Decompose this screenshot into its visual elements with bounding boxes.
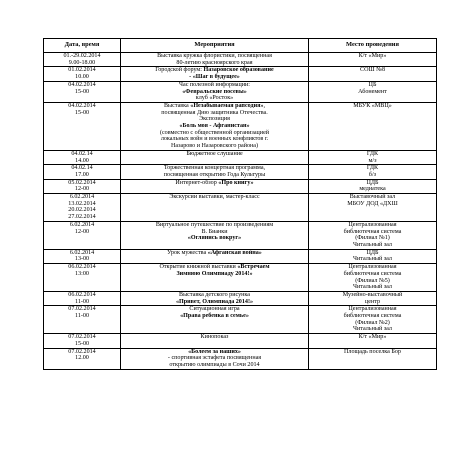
event-line — [123, 229, 306, 236]
place-line: Централизованная — [348, 264, 397, 271]
place-line: К/т «Мир» — [358, 53, 387, 59]
cell-date — [44, 334, 121, 348]
date-line: 04.02.14 — [71, 165, 93, 172]
table-row — [44, 81, 437, 102]
cell-date — [44, 102, 121, 150]
event-line — [123, 53, 306, 60]
place-line: ЦБ — [368, 81, 377, 88]
event-line — [123, 222, 306, 229]
place-line: Централизованная — [348, 221, 397, 228]
event-line — [123, 235, 306, 242]
date-line: 15-00 — [74, 340, 90, 347]
cell-event — [121, 81, 309, 102]
date-line: 27.02.2014 — [68, 214, 96, 221]
cell-date — [44, 53, 121, 67]
cell-place — [309, 249, 437, 263]
cell-place — [309, 194, 437, 222]
place-line: центр — [364, 298, 380, 305]
date-line: 04.02.14 — [71, 150, 93, 157]
date-line: 04.02.2014 — [68, 81, 96, 88]
place-line: ЦДБ — [366, 179, 379, 186]
cell-event — [121, 194, 309, 222]
date-line: 11-00 — [75, 298, 89, 305]
table-row — [44, 53, 437, 67]
event-line — [123, 313, 306, 320]
date-line: 10.00 — [75, 74, 89, 81]
table-row — [44, 249, 437, 263]
event-line — [123, 151, 306, 158]
event-line — [123, 110, 306, 117]
event-line — [123, 264, 306, 271]
cell-date — [44, 264, 121, 292]
event-text: клуб «Росток» — [195, 95, 234, 102]
cell-event — [121, 249, 309, 263]
event-text: Назарово и Назаровского района) — [170, 143, 259, 150]
table-row — [44, 306, 437, 334]
date-line: 6.02.2014 — [69, 194, 95, 201]
cell-date — [44, 291, 121, 305]
cell-event — [121, 306, 309, 334]
place-line: Читальный зал — [353, 241, 392, 248]
event-text: локальных войн и военных конфликтов г. — [160, 136, 269, 143]
cell-place — [309, 81, 437, 102]
event-text: Час полезной информации: — [179, 81, 250, 88]
event-text: - спортивная эстафета посвященная — [167, 355, 262, 362]
event-title: «Февральские посевы» — [182, 88, 247, 95]
place-line: Читальный зал — [353, 256, 392, 263]
table-row — [44, 179, 437, 193]
cell-place — [309, 291, 437, 305]
event-text: Выставка детского рисунка — [179, 291, 250, 298]
place-line: Музейно-выставочный — [342, 291, 403, 298]
event-text: , — [263, 102, 265, 109]
date-line: 07.02.2014 — [68, 334, 96, 341]
header-date: Дата, время — [44, 39, 121, 53]
cell-date — [44, 306, 121, 334]
event-title: Зимнюю Олимпиаду 2014!» — [176, 270, 253, 277]
header-row — [44, 39, 437, 53]
place-line: Выставочный зал — [349, 194, 396, 201]
event-line — [123, 82, 306, 89]
place-line: ГДК — [366, 150, 379, 157]
event-text: открытию олимпиады в Сочи 2014 — [169, 361, 260, 368]
date-line: 12.00 — [75, 355, 89, 362]
event-line — [123, 60, 306, 67]
cell-date — [44, 249, 121, 263]
header-place: Место проведения — [309, 39, 437, 53]
event-line — [123, 292, 306, 299]
event-text: Интернет-обзор — [175, 179, 219, 186]
event-title: «Афганская война» — [207, 249, 262, 256]
place-line: МБУК «МВЦ» — [353, 102, 392, 109]
event-line — [123, 306, 306, 313]
date-line: 6.02.2014 — [69, 221, 95, 228]
cell-place — [309, 179, 437, 193]
event-text: Урок мужества — [167, 249, 208, 256]
table-body — [44, 53, 437, 370]
event-text: Бюджетное слушание — [186, 150, 243, 157]
cell-date — [44, 221, 121, 249]
event-text: Кинопоказ — [200, 334, 229, 341]
cell-event — [121, 264, 309, 292]
table-row — [44, 165, 437, 179]
table-row — [44, 150, 437, 164]
table-row — [44, 291, 437, 305]
event-text: посвященная открытию Года Культуры — [163, 171, 266, 178]
event-text: Виртуальное путешествие по произведениям — [155, 221, 274, 228]
place-line: библиотечная система — [343, 270, 402, 277]
cell-place — [309, 53, 437, 67]
event-line — [123, 250, 306, 257]
event-line — [123, 74, 306, 81]
cell-place — [309, 150, 437, 164]
cell-date — [44, 179, 121, 193]
cell-event — [121, 334, 309, 348]
event-title: «Боль моя - Афганистан» — [179, 123, 250, 130]
event-text: Выставка кружка флористики, посвященная — [157, 53, 272, 59]
date-line: 13-00 — [74, 256, 90, 263]
date-line: 13:00 — [75, 270, 89, 277]
event-title: «Незабываемая рапсодия» — [190, 102, 264, 109]
place-line: медиатека — [359, 186, 386, 193]
event-title: «Болеем за наших» — [188, 348, 241, 355]
date-line: 05.02.2014 — [68, 179, 96, 186]
event-text: Экскурсии выставки, мастер-класс — [169, 194, 260, 201]
date-line: 01.02.2014 — [68, 67, 96, 74]
event-text: В. Бианки — [201, 228, 228, 235]
place-line: (Филиал №1) — [355, 235, 390, 242]
event-title: «Встречаем — [237, 264, 270, 271]
event-line — [123, 95, 306, 102]
date-line: 9.00-18.00 — [68, 59, 96, 66]
table-row — [44, 67, 437, 81]
event-text: (совместно с общественной организацией — [159, 129, 270, 136]
date-line: 06.02.2014 — [68, 264, 96, 271]
table-row — [44, 334, 437, 348]
cell-date — [44, 81, 121, 102]
cell-place — [309, 264, 437, 292]
event-text: Городской форум: — [155, 67, 204, 74]
table-row — [44, 264, 437, 292]
event-line — [123, 362, 306, 369]
place-line: Читальный зал — [353, 284, 392, 291]
event-text: Открытие книжной выставки — [159, 264, 238, 271]
cell-place — [309, 67, 437, 81]
cell-place — [309, 334, 437, 348]
cell-event — [121, 179, 309, 193]
cell-place — [309, 221, 437, 249]
cell-event — [121, 150, 309, 164]
event-text: Торжественная концертная программа, — [163, 165, 266, 172]
place-line: СОШ №8 — [360, 67, 385, 74]
date-line: 15-00 — [74, 109, 90, 116]
cell-event — [121, 165, 309, 179]
date-line: 14.00 — [75, 157, 89, 164]
cell-date — [44, 67, 121, 81]
event-text: посвященная Дню защитника Отечества. — [161, 109, 268, 116]
date-line: 17.00 — [75, 171, 89, 178]
place-line: К/т «Мир» — [358, 334, 387, 341]
event-line — [123, 194, 306, 201]
place-line: библиотечная система — [343, 228, 402, 235]
place-line: МБОУ ДОД «ДХШ — [347, 200, 398, 207]
place-line: б/з — [368, 171, 377, 178]
date-line: 12-00 — [74, 228, 90, 235]
place-line: Абонемент — [358, 88, 387, 95]
date-line: 07.02.2014 — [68, 348, 96, 355]
cell-event — [121, 348, 309, 369]
event-title: «Привет, Олимпиада 2014!» — [175, 298, 254, 305]
place-line: ГДК — [366, 165, 379, 172]
cell-place — [309, 102, 437, 150]
cell-event — [121, 67, 309, 81]
events-schedule-table — [43, 38, 437, 370]
event-line — [123, 165, 306, 172]
place-line: Централизованная — [348, 306, 397, 313]
date-line: 01.-29.02.2014 — [63, 53, 101, 59]
cell-event — [121, 221, 309, 249]
date-line: 04.02.2014 — [68, 102, 96, 109]
cell-event — [121, 53, 309, 67]
event-line — [123, 334, 306, 341]
event-line — [123, 180, 306, 187]
cell-event — [121, 291, 309, 305]
event-line — [123, 299, 306, 306]
date-line: 15-00 — [74, 88, 90, 95]
event-text: Экспозиция — [199, 116, 230, 123]
cell-date — [44, 194, 121, 222]
event-text: Ситуационная игра — [189, 306, 240, 313]
cell-date — [44, 150, 121, 164]
event-title: «Оглянись вокруг» — [187, 235, 242, 242]
event-line — [123, 143, 306, 150]
date-line: 12-00 — [74, 186, 90, 193]
event-line — [123, 355, 306, 362]
event-line — [123, 123, 306, 130]
event-text: Выставка — [163, 102, 191, 109]
date-line: 6.02.2014 — [69, 249, 95, 256]
table-row — [44, 221, 437, 249]
date-line: 11-00 — [75, 313, 89, 320]
table-row — [44, 348, 437, 369]
cell-date — [44, 165, 121, 179]
cell-event — [121, 102, 309, 150]
event-text: 80-летию красноярского края — [176, 59, 253, 66]
event-title: - «Шаг в будущее» — [189, 74, 240, 81]
date-line: 20.02.2014 — [68, 207, 96, 214]
event-title: «Про книгу» — [218, 179, 254, 186]
table-row — [44, 102, 437, 150]
cell-place — [309, 348, 437, 369]
event-line — [123, 172, 306, 179]
place-line: м/з — [368, 157, 377, 164]
event-line — [123, 103, 306, 110]
place-line: Площадь поселка Бор — [344, 348, 401, 355]
event-line — [123, 271, 306, 278]
header-event: Мероприятия — [121, 39, 309, 53]
date-line: 07.02.2014 — [68, 306, 96, 313]
place-line: (Филиал №5) — [355, 277, 390, 284]
date-line: 06.02.2014 — [68, 291, 96, 298]
cell-place — [309, 306, 437, 334]
date-line: 13.02.2014 — [68, 200, 96, 207]
place-line: (Филиал №2) — [355, 319, 390, 326]
place-line: библиотечная система — [343, 313, 402, 320]
place-line: ЦДБ — [366, 249, 379, 256]
event-title: Назаровское образование — [203, 67, 274, 74]
place-line: Читальный зал — [353, 326, 392, 333]
cell-place — [309, 165, 437, 179]
table-row — [44, 194, 437, 222]
cell-date — [44, 348, 121, 369]
event-title: «Права ребенка в семье» — [180, 313, 249, 320]
